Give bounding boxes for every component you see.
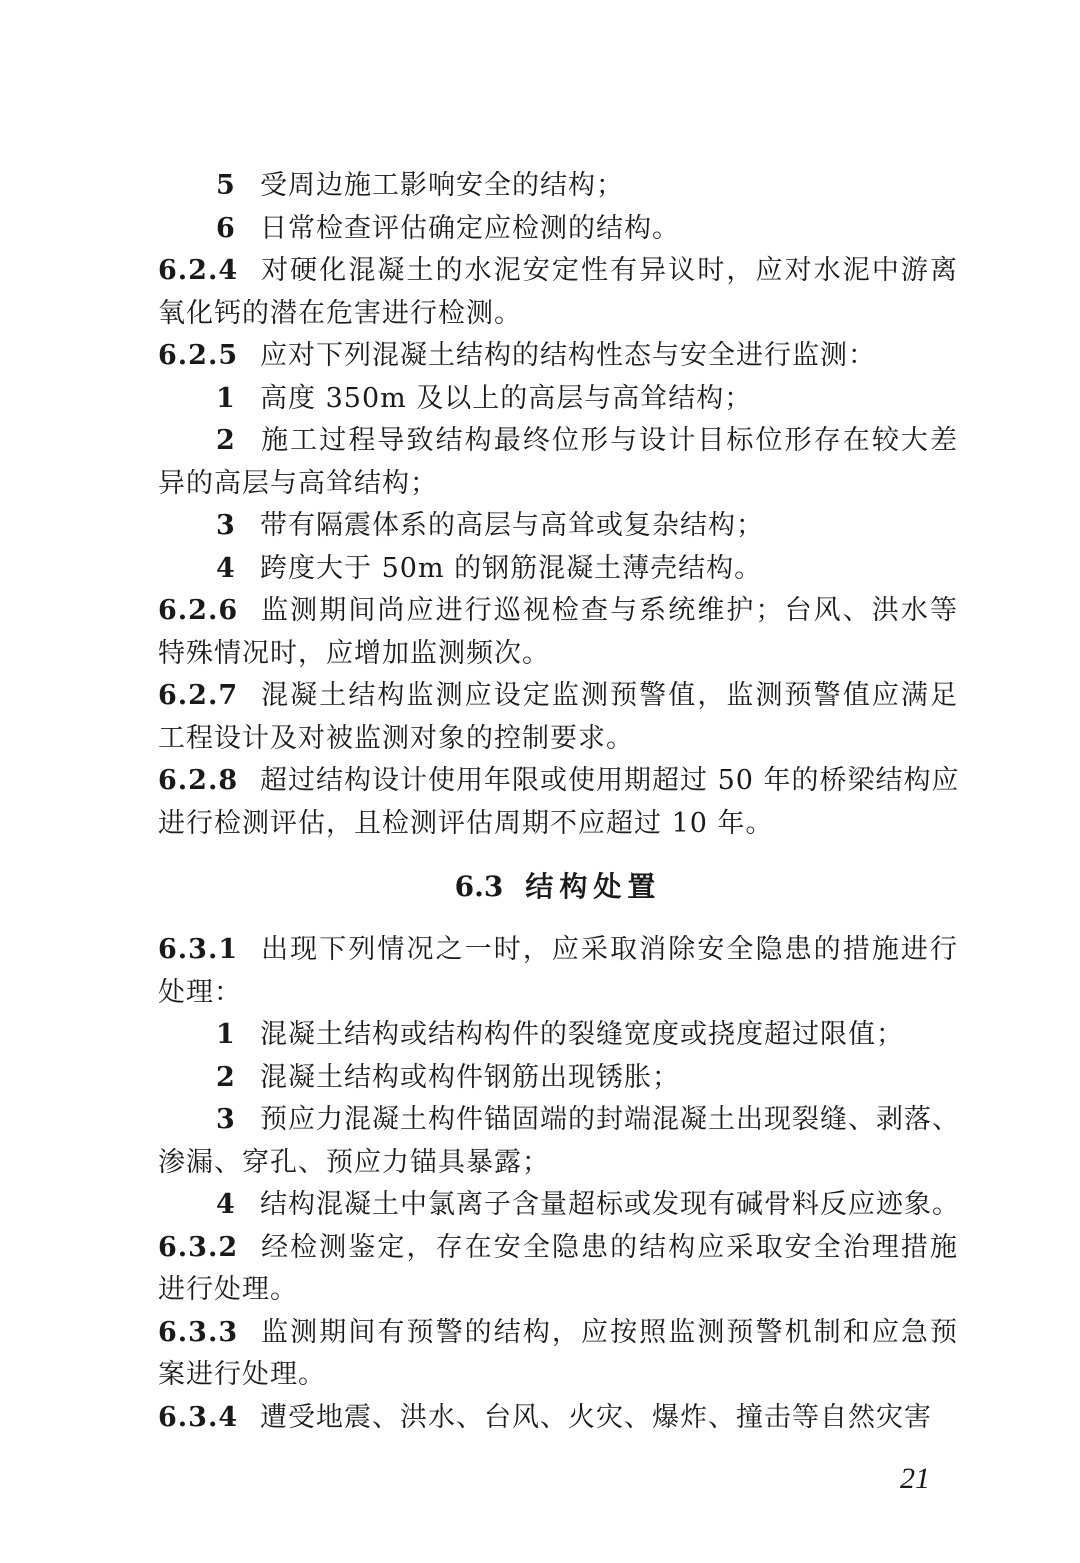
line-text: 日常检查评估确定应检测的结构。 (260, 212, 680, 244)
item-number: 1 (216, 382, 236, 414)
line-text: 预应力混凝土构件锚固端的封端混凝土出现裂缝、剥落、 (260, 1104, 960, 1135)
item-number: 2 (216, 425, 236, 456)
line-text: 对硬化混凝土的水泥安定性有异议时，应对水泥中游离 (260, 255, 958, 286)
line-text: 案进行处理。 (158, 1359, 326, 1390)
line-text: 遭受地震、洪水、台风、火灾、爆炸、撞击等自然灾害 (260, 1401, 932, 1433)
list-item-line (158, 1057, 958, 1100)
list-item-line (158, 165, 958, 208)
line-text: 特殊情况时，应增加监测频次。 (158, 637, 550, 669)
clause-line (158, 633, 958, 676)
line-text: 异的高层与高耸结构； (158, 467, 438, 499)
clause-line (158, 1269, 958, 1312)
clause-line (158, 1397, 958, 1440)
line-text: 监测期间有预警的结构，应按照监测预警机制和应急预 (260, 1316, 958, 1348)
section-heading (158, 845, 958, 929)
section-number: 6.3 (454, 870, 504, 903)
clause-line (158, 972, 958, 1015)
list-item-line (158, 548, 958, 591)
clause-number: 6.3.1 (158, 934, 239, 965)
line-text: 进行处理。 (158, 1274, 298, 1305)
line-text: 高度 350m 及以上的高层与高耸结构； (260, 382, 753, 414)
clause-number: 6.2.5 (158, 340, 239, 371)
line-text: 混凝土结构或结构构件的裂缝宽度或挠度超过限值； (260, 1019, 904, 1050)
page-number: 21 (900, 1462, 930, 1495)
line-text: 工程设计及对被监测对象的控制要求。 (158, 722, 634, 754)
clause-number: 6.2.8 (158, 765, 239, 796)
item-number: 1 (216, 1019, 236, 1050)
clause-line (158, 675, 958, 718)
clause-line (158, 1227, 958, 1270)
item-number: 4 (216, 552, 236, 584)
item-number: 2 (216, 1061, 236, 1093)
clause-line (158, 250, 958, 293)
clause-line (158, 335, 958, 378)
clause-number: 6.2.4 (158, 255, 239, 286)
list-item-line (158, 420, 958, 463)
line-text: 氧化钙的潜在危害进行检测。 (158, 297, 522, 329)
item-number: 4 (216, 1189, 236, 1220)
list-item-line (158, 463, 958, 506)
list-item-line (158, 1184, 958, 1227)
clause-line (158, 1312, 958, 1355)
clause-line (158, 760, 958, 803)
line-text: 结构混凝土中氯离子含量超标或发现有碱骨料反应迹象。 (260, 1189, 960, 1220)
clause-line (158, 803, 958, 846)
line-text: 混凝土结构监测应设定监测预警值，监测预警值应满足 (260, 680, 958, 711)
clause-number: 6.3.3 (158, 1316, 239, 1348)
item-number: 3 (216, 1104, 236, 1135)
clause-line (158, 293, 958, 336)
line-text: 出现下列情况之一时，应采取消除安全隐患的措施进行 (260, 934, 958, 965)
clause-number: 6.2.7 (158, 680, 239, 711)
document-page (158, 165, 958, 1439)
clause-line (158, 590, 958, 633)
line-text: 进行检测评估，且检测评估周期不应超过 10 年。 (158, 807, 774, 839)
list-item-line (158, 1142, 958, 1185)
line-text: 应对下列混凝土结构的结构性态与安全进行监测： (260, 340, 876, 371)
item-number: 5 (216, 170, 236, 201)
item-number: 3 (216, 510, 236, 541)
line-text: 监测期间尚应进行巡视检查与系统维护；台风、洪水等 (260, 595, 958, 626)
line-text: 受周边施工影响安全的结构； (260, 170, 624, 201)
section-title: 结构处置 (525, 870, 662, 903)
list-item-line (158, 505, 958, 548)
clause-line (158, 718, 958, 761)
list-item-line (158, 378, 958, 421)
line-text: 混凝土结构或构件钢筋出现锈胀； (260, 1061, 680, 1093)
list-item-line (158, 208, 958, 251)
line-text: 经检测鉴定，存在安全隐患的结构应采取安全治理措施 (260, 1231, 958, 1263)
line-text: 跨度大于 50m 的钢筋混凝土薄壳结构。 (260, 552, 763, 584)
line-text: 渗漏、穿孔、预应力锚具暴露； (158, 1146, 550, 1178)
line-text: 超过结构设计使用年限或使用期超过 50 年的桥梁结构应 (260, 765, 960, 796)
clause-number: 6.3.2 (158, 1231, 239, 1263)
line-text: 带有隔震体系的高层与高耸或复杂结构； (260, 510, 764, 541)
item-number: 6 (216, 212, 236, 244)
clause-line (158, 929, 958, 972)
clause-number: 6.3.4 (158, 1401, 239, 1433)
line-text: 施工过程导致结构最终位形与设计目标位形存在较大差 (260, 425, 958, 456)
clause-line (158, 1354, 958, 1397)
list-item-line (158, 1014, 958, 1057)
clause-number: 6.2.6 (158, 595, 239, 626)
line-text: 处理： (158, 976, 242, 1008)
list-item-line (158, 1099, 958, 1142)
